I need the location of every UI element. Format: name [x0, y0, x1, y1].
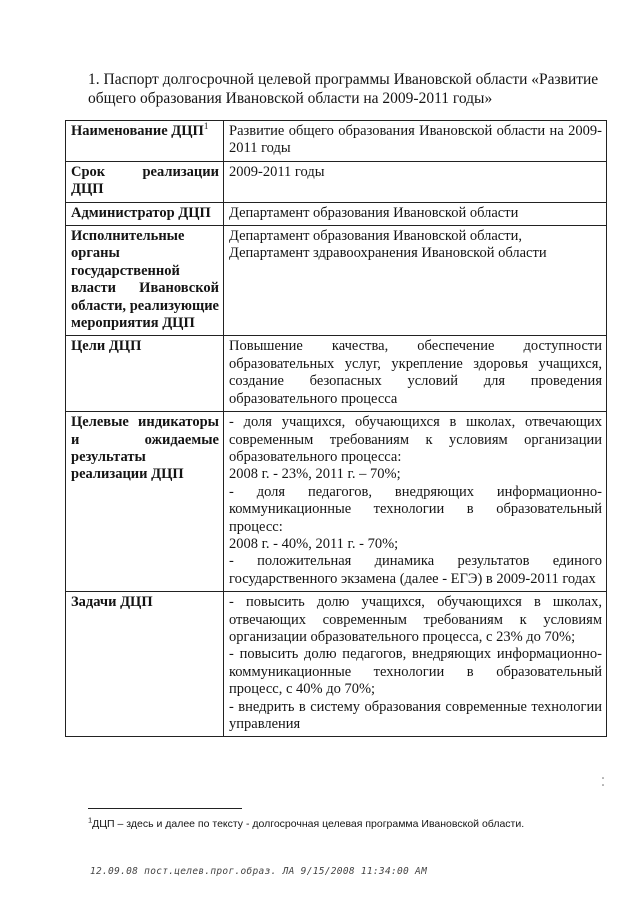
value-paragraph: - внедрить в систему образования современные технологии управления [229, 698, 602, 732]
row-label: Целевые индикаторы и ожидаемые результаты реализации ДЦП [66, 412, 224, 592]
footnote-number: 1 [88, 815, 93, 825]
document-title: 1. Паспорт долгосрочной целевой программы Ивановской области «Развитие общего образования Ивановской области на 2009-2011 годы» [88, 71, 599, 107]
value-paragraph: Департамент образования Ивановской области [229, 204, 519, 221]
value-paragraph: Повышение качества, обеспечение доступности образовательных услуг, укрепление здоровья учащихся, создание безопасных условий для проведения образовательного процесса [229, 338, 602, 407]
value-paragraph: - положительная динамика результатов единого государственного экзамена (далее - ЕГЭ) в 2009-2011 годах [229, 553, 602, 587]
value-paragraph: - повысить долю педагогов, внедряющих информационно-коммуникационные технологии в образовательный процесс, с 40% до 70%; [229, 646, 602, 698]
value-paragraph: - доля учащихся, обучающихся в школах, отвечающих современным требованиям к условиям организации образовательного процесса: [229, 414, 602, 465]
value-paragraph: 2008 г. - 40%, 2011 г. - 70%; [229, 535, 399, 552]
table-row [66, 202, 607, 225]
row-value [224, 226, 607, 336]
table-row [66, 161, 607, 202]
row-value [224, 336, 607, 412]
footnote-text: ДЦП – здесь и далее по тексту - долгосрочная целевая программа Ивановской области. [92, 818, 525, 830]
value-paragraph: Департамент здравоохранения Ивановской области [229, 245, 547, 262]
table-row [66, 592, 607, 737]
row-value [224, 161, 607, 202]
row-label: Задачи ДЦП [66, 592, 224, 737]
row-label: Срок реализации ДЦП [66, 161, 224, 202]
program-passport-table [65, 120, 607, 737]
value-paragraph: Департамент образования Ивановской области, [229, 228, 522, 245]
row-label: Наименование ДЦП$^1$ [66, 121, 224, 162]
value-paragraph: - доля педагогов, внедряющих информационно-коммуникационные технологии в образовательный процесс: [229, 483, 602, 535]
row-label: Администратор ДЦП [66, 202, 224, 225]
row-value [224, 202, 607, 225]
footnote [88, 815, 608, 831]
value-paragraph: - повысить долю учащихся, обучающихся в школах, отвечающих современным требованиям к условиям организации образовательного процесса, с 23% до 70%; [229, 594, 602, 645]
page-footer: 12.09.08 пост.целев.прог.образ. ЛА 9/15/2008 11:34:00 AM [90, 866, 428, 877]
table-row [66, 412, 607, 592]
footnote-divider [88, 808, 242, 809]
row-value [224, 121, 607, 162]
value-paragraph: Развитие общего образования Ивановской области на 2009-2011 годы [229, 123, 602, 157]
row-value [224, 412, 607, 592]
row-value [224, 592, 607, 737]
row-label: Исполнительные органы государственной власти Ивановской области, реализующие мероприятия ДЦП [66, 226, 224, 336]
row-label: Цели ДЦП [66, 336, 224, 412]
value-paragraph: 2009-2011 годы [229, 163, 325, 180]
scan-speck-icon [600, 775, 606, 789]
table-row [66, 121, 607, 162]
value-paragraph: 2008 г. - 23%, 2011 г. – 70%; [229, 466, 401, 483]
table-row [66, 226, 607, 336]
footnote-ref: 1 [203, 121, 209, 132]
table-row [66, 336, 607, 412]
